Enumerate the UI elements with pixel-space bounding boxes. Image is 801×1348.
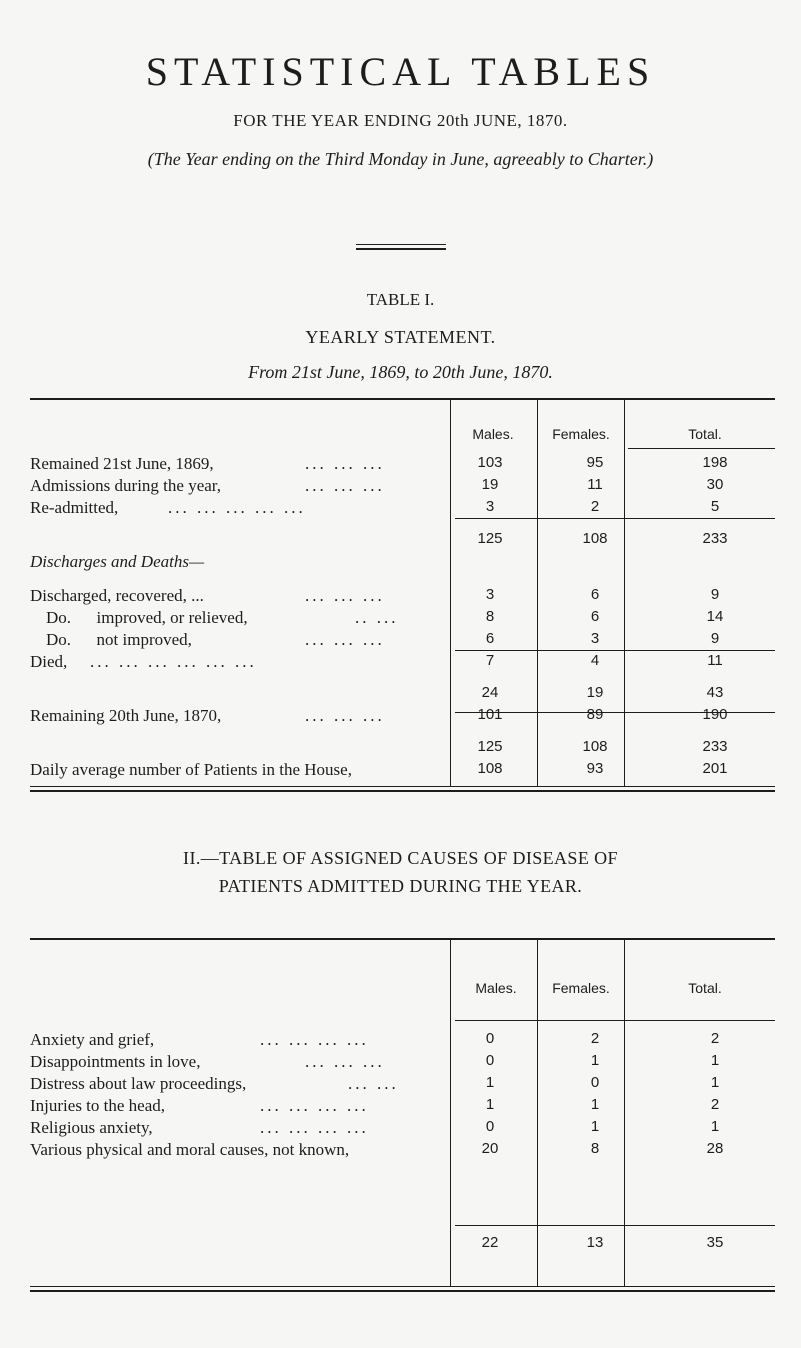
table-row [30, 498, 775, 518]
males-total: 22 [481, 1234, 499, 1251]
leader-dots: ... ... ... [305, 630, 385, 649]
row-label: Daily average number of Patients in the House, [30, 760, 352, 779]
grand-total: 35 [706, 1234, 724, 1251]
row-label: Remaining 20th June, 1870, [30, 706, 222, 725]
females-value: 8 [590, 1140, 600, 1157]
divider [356, 248, 446, 250]
table-row [30, 586, 775, 606]
column-header-males: Males. [475, 980, 517, 996]
leader-dots: ... ... [348, 1074, 399, 1093]
table1-title: YEARLY STATEMENT. [305, 327, 496, 347]
males-value: 3 [485, 498, 495, 515]
leader-dots: ... ... ... [305, 586, 385, 605]
males-value: 20 [481, 1140, 499, 1157]
table-row [30, 760, 775, 780]
sum-rule [455, 518, 775, 519]
females-value: 95 [586, 454, 604, 471]
leader-dots: ... ... ... ... [260, 1030, 369, 1049]
table2-title-line2: PATIENTS ADMITTED DURING THE YEAR. [218, 876, 583, 896]
row-label: Do. improved, or relieved, [46, 608, 248, 627]
table-row [30, 1052, 775, 1072]
totals-row [30, 1234, 775, 1254]
males-value: 0 [485, 1030, 495, 1047]
total-value: 9 [710, 630, 720, 647]
total-value: 5 [710, 498, 720, 515]
total-value: 43 [706, 684, 724, 701]
males-value: 103 [477, 454, 503, 471]
females-value: 6 [590, 586, 600, 603]
males-value: 1 [485, 1074, 495, 1091]
discharges-heading: Discharges and Deaths— [30, 552, 205, 571]
column-header-males: Males. [472, 426, 514, 442]
total-value: 198 [702, 454, 728, 471]
leader-dots: ... ... ... [305, 454, 385, 473]
subtotal-row [30, 684, 775, 704]
table2-top-rule [30, 938, 775, 940]
table1-period: From 21st June, 1869, to 20th June, 1870. [248, 362, 553, 382]
column-header-total: Total. [688, 980, 722, 996]
row-label: Various physical and moral causes, not known, [30, 1140, 350, 1159]
table1-bottom-rule [30, 790, 775, 792]
section-heading-row [30, 552, 775, 572]
total-value: 1 [710, 1074, 720, 1091]
row-label: Religious anxiety, [30, 1118, 153, 1137]
column-header-females: Females. [552, 980, 610, 996]
females-value: 4 [590, 652, 600, 669]
row-label: Injuries to the head, [30, 1096, 166, 1115]
females-value: 89 [586, 706, 604, 723]
leader-dots: ... ... ... ... ... ... [90, 652, 257, 671]
table-row [30, 454, 775, 474]
row-label: Re-admitted, [30, 498, 119, 517]
males-value: 7 [485, 652, 495, 669]
total-value: 1 [710, 1118, 720, 1135]
total-value: 233 [702, 738, 728, 755]
table-row [30, 476, 775, 496]
table-row [30, 1030, 775, 1050]
males-value: 1 [485, 1096, 495, 1113]
females-value: 1 [590, 1096, 600, 1113]
row-label: Disappointments in love, [30, 1052, 201, 1071]
males-value: 101 [477, 706, 503, 723]
leader-dots: ... ... ... ... ... [168, 498, 306, 517]
row-label: Do. not improved, [46, 630, 192, 649]
table-row [30, 630, 775, 650]
sum-rule [455, 1225, 775, 1226]
table1-bottom-rule [30, 786, 775, 787]
leader-dots: ... ... ... [305, 706, 385, 725]
total-value: 2 [710, 1030, 720, 1047]
females-value: 108 [582, 738, 608, 755]
table-row [30, 706, 775, 726]
table1-top-rule [30, 398, 775, 400]
leader-dots: ... ... ... ... [260, 1096, 369, 1115]
total-value: 201 [702, 760, 728, 777]
total-value: 9 [710, 586, 720, 603]
table-row [30, 1140, 775, 1160]
sum-rule [455, 1020, 775, 1021]
females-value: 19 [586, 684, 604, 701]
total-value: 14 [706, 608, 724, 625]
females-total: 13 [586, 1234, 604, 1251]
sum-rule [455, 650, 775, 651]
subtotal-row [30, 530, 775, 550]
table-row [30, 652, 775, 672]
total-value: 30 [706, 476, 724, 493]
row-label: Distress about law proceedings, [30, 1074, 247, 1093]
total-value: 2 [710, 1096, 720, 1113]
females-value: 108 [582, 530, 608, 547]
table2-bottom-rule [30, 1290, 775, 1292]
table2-title: II.—TABLE OF ASSIGNED CAUSES OF DISEASE OF [183, 848, 618, 868]
females-value: 0 [590, 1074, 600, 1091]
males-value: 8 [485, 608, 495, 625]
table-row [30, 1118, 775, 1138]
row-label: Remained 21st June, 1869, [30, 454, 214, 473]
total-value: 1 [710, 1052, 720, 1069]
females-value: 11 [587, 476, 603, 493]
total-value: 28 [706, 1140, 724, 1157]
table-row [30, 608, 775, 628]
males-value: 0 [485, 1118, 495, 1135]
column-header-total: Total. [688, 426, 722, 442]
females-value: 3 [590, 630, 600, 647]
table1-label: TABLE I. [366, 290, 435, 309]
row-label: Died, [30, 652, 68, 671]
females-value: 93 [586, 760, 604, 777]
leader-dots: ... ... ... ... [260, 1118, 369, 1137]
leader-dots: ... ... ... [305, 1052, 385, 1071]
females-value: 1 [590, 1052, 600, 1069]
table2-bottom-rule [30, 1286, 775, 1287]
males-value: 108 [477, 760, 503, 777]
males-value: 0 [485, 1052, 495, 1069]
males-value: 125 [477, 738, 503, 755]
males-value: 19 [481, 476, 499, 493]
charter-note: (The Year ending on the Third Monday in June, agreeably to Charter.) [147, 149, 654, 169]
males-value: 24 [481, 684, 499, 701]
row-label: Discharged, recovered, ... [30, 586, 204, 605]
females-value: 1 [590, 1118, 600, 1135]
page-subtitle: FOR THE YEAR ENDING 20th JUNE, 1870. [233, 111, 568, 130]
males-value: 125 [477, 530, 503, 547]
leader-dots: ... ... ... [305, 476, 385, 495]
column-header-females: Females. [552, 426, 610, 442]
females-value: 2 [590, 498, 600, 515]
males-value: 3 [485, 586, 495, 603]
sum-rule [628, 448, 775, 449]
males-value: 6 [485, 630, 495, 647]
subtotal-row [30, 738, 775, 758]
row-label: Anxiety and grief, [30, 1030, 155, 1049]
divider [356, 244, 446, 245]
page-title: STATISTICAL TABLES [145, 49, 656, 94]
leader-dots: .. ... [355, 608, 399, 627]
table-row [30, 1096, 775, 1116]
row-label: Admissions during the year, [30, 476, 222, 495]
total-value: 11 [707, 652, 723, 669]
females-value: 6 [590, 608, 600, 625]
total-value: 233 [702, 530, 728, 547]
table-row [30, 1074, 775, 1094]
total-value: 190 [702, 706, 728, 723]
females-value: 2 [590, 1030, 600, 1047]
